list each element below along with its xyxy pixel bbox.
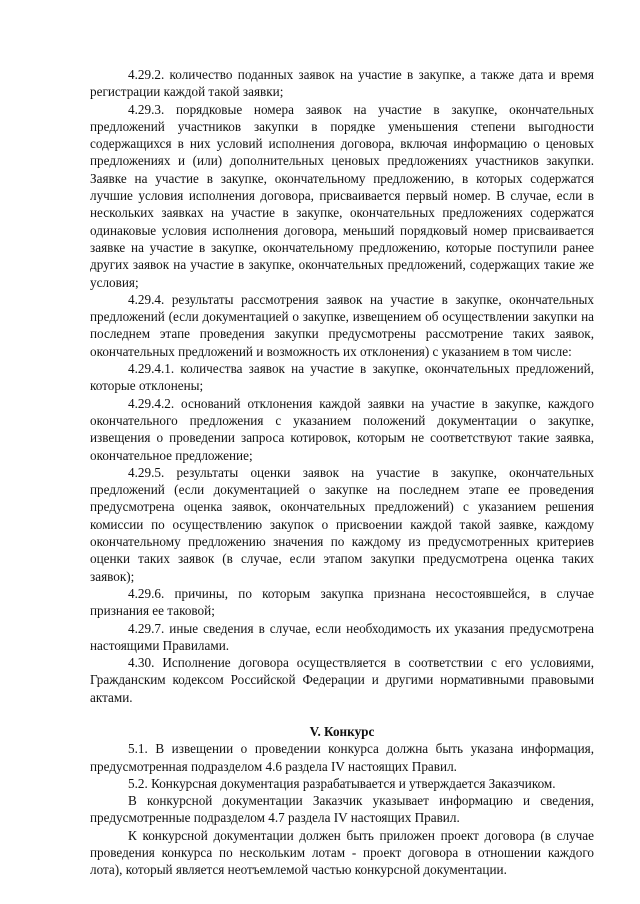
paragraph-4-29-2: 4.29.2. количество поданных заявок на участие в закупке, а также дата и время регистрации каждой такой заявки;: [90, 67, 594, 100]
paragraph-4-29-4-2: 4.29.4.2. оснований отклонения каждой заявки на участие в закупке, каждого окончательного предложения с указанием положений документации о закупке, извещения о проведении запроса котировок, которым не соответствуют такие заявка, окончательное предложение;: [90, 395, 594, 463]
paragraph-4-29-3: 4.29.3. порядковые номера заявок на участие в закупке, окончательных предложений участников закупки в порядке уменьшения степени выгодности содержащихся в них условий исполнения договора, включая информацию о ценовых предложениях и (или) дополнительных ценовых предложениях участников закупки. Заявке на участие в закупке, окончательному предложению, в которых содержатся лучшие условия исполнения договора, присваивается первый номер. В случае, если в нескольких заявках на участие в закупке, окончательных предложениях содержатся одинаковые условия исполнения договора, меньший порядковый номер присваивается заявке на участие в закупке, окончательному предложению, которые поступили ранее других заявок на участие в закупке, окончательных предложений, содержащих такие же условия;: [90, 101, 594, 290]
paragraph-5-2-details: В конкурсной документации Заказчик указывает информацию и сведения, предусмотренные подразделом 4.7 раздела IV настоящих Правил.: [90, 793, 594, 826]
paragraph-5-2-contract: К конкурсной документации должен быть приложен проект договора (в случае проведения конкурса по нескольким лотам - проект договора в отношении каждого лота), который является неотъемлемой частью конкурсной документации.: [90, 827, 594, 878]
paragraph-4-29-4: 4.29.4. результаты рассмотрения заявок на участие в закупке, окончательных предложений (если документацией о закупке, извещением об осуществлении закупки на последнем этапе проведения закупки предусмотрены рассмотрение таких заявок, окончательных предложений и возможность их отклонения) с указанием в том числе:: [90, 291, 594, 359]
paragraph-4-29-7: 4.29.7. иные сведения в случае, если необходимость их указания предусмотрена настоящими Правилами.: [90, 620, 594, 653]
paragraph-4-29-4-1: 4.29.4.1. количества заявок на участие в закупке, окончательных предложений, которые отклонены;: [90, 361, 594, 394]
paragraph-4-29-5: 4.29.5. результаты оценки заявок на участие в закупке, окончательных предложений (если документацией о закупке на последнем этапе ее проведения предусмотрена оценка заявок, окончательных предложений) с указанием решения комиссии по осуществлению закупок о присвоении каждой такой заявке, каждому окончательному предложению значения по каждому из предусмотренных критериев оценки таких заявок (в случае, если этапом закупки предусмотрена оценка таких заявок);: [90, 464, 594, 584]
section-heading: V. Конкурс: [309, 723, 375, 739]
document-page: [90, 66, 594, 879]
paragraph-4-29-6: 4.29.6. причины, по которым закупка признана несостоявшейся, в случае признания ее таковой;: [90, 585, 594, 619]
paragraph-5-2: 5.2. Конкурсная документация разрабатывается и утверждается Заказчиком.: [128, 775, 556, 791]
paragraph-4-30: 4.30. Исполнение договора осуществляется в соответствии с его условиями, Гражданским кодексом Российской Федерации и другими нормативными правовыми актами.: [90, 655, 594, 705]
paragraph-5-1: 5.1. В извещении о проведении конкурса должна быть указана информация, предусмотренная подразделом 4.6 раздела IV настоящих Правил.: [90, 741, 594, 774]
